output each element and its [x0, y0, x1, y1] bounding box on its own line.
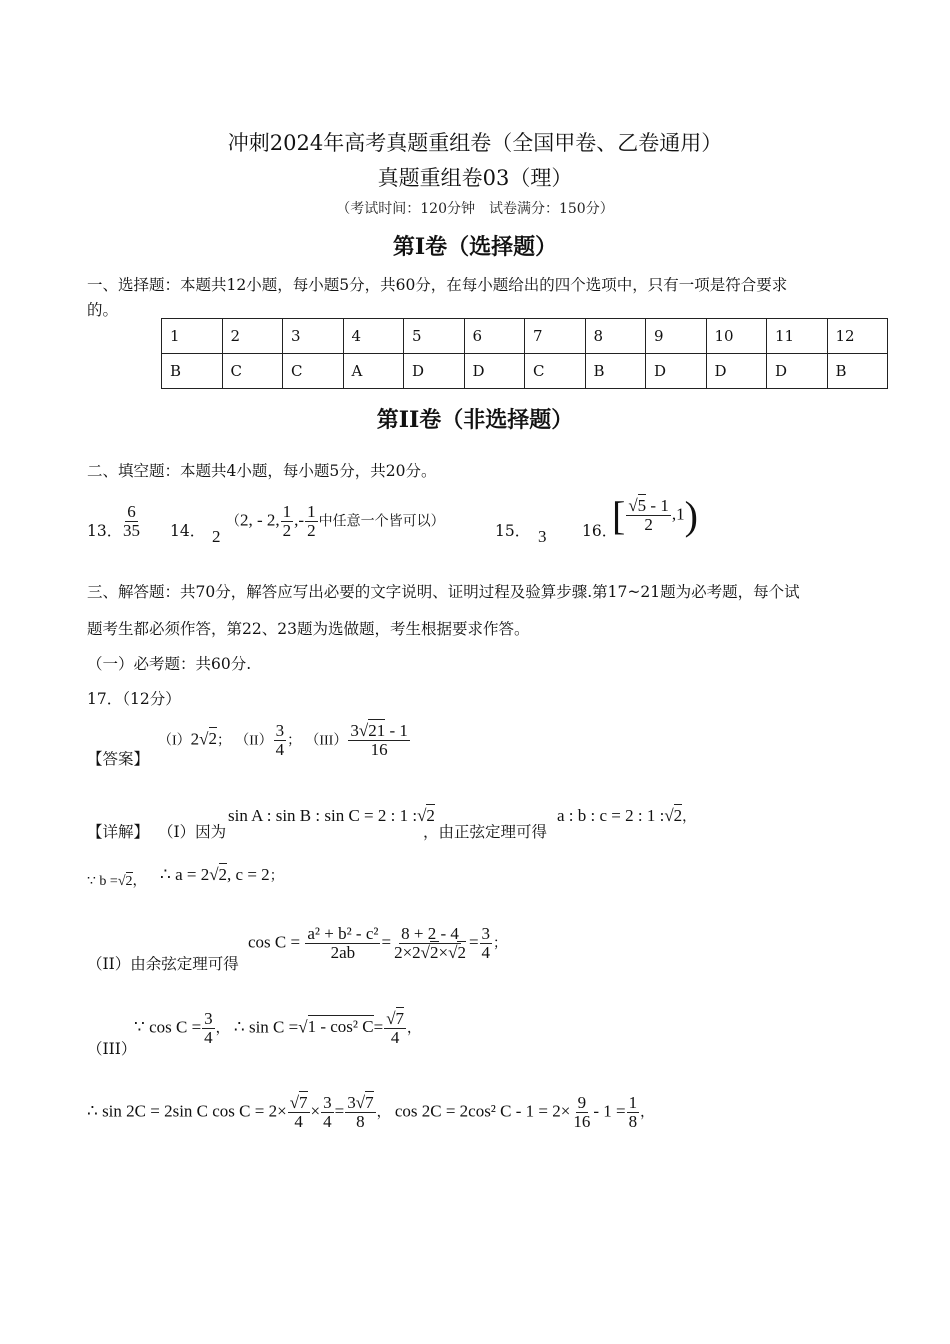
q17-label: 17．（12分） [87, 690, 181, 708]
table-cell: D [464, 354, 525, 389]
fill-in-instruction: 二、填空题：本题共4小题，每小题5分，共20分。 [87, 462, 437, 480]
detail-step2-therefore: ∴ a = 2√2, c = 2； [160, 865, 284, 884]
q13-label: 13． [87, 522, 123, 540]
table-cell: 10 [706, 319, 767, 354]
detail-step3-expr: cos C = $\frac{\text{a² + b² - c²}}{2ab}$ = $\frac{8 + 2 - 4}{2\times 2√2\times√2}$ = $\frac{3}{4}$ ； [248, 924, 508, 962]
mc-instruction-line1: 一、选择题：本题共12小题，每小题5分，共60分，在每小题给出的四个选项中，只有一项是符合要求 [87, 276, 788, 294]
table-cell: D [767, 354, 828, 389]
detail-step5-expr: ∴ sin 2C = 2sin C cos C = 2× $\frac{√7}{4}$ × $\frac{3}{4}$ = $\frac{3√7}{8}$ ， cos 2C = 2cos² C - 1 = 2× $\frac{9}{16}$ - 1 = $\frac{1}{8}$ ， [87, 1093, 655, 1131]
detail-step1-expr: sin A : sin B : sin C = 2 : 1 :√2 [228, 806, 435, 825]
q16-label: 16． [582, 522, 618, 540]
document-title: 冲刺2024年高考真题重组卷（全国甲卷、乙卷通用） [227, 131, 723, 155]
table-cell: 12 [827, 319, 888, 354]
table-cell: 1 [162, 319, 223, 354]
table-cell: B [162, 354, 223, 389]
answer-table-answer-row [162, 354, 888, 389]
part1-heading: 第I卷（选择题） [392, 234, 558, 260]
table-cell: 9 [646, 319, 707, 354]
q14-answer: 2 [212, 527, 221, 546]
table-cell: C [525, 354, 586, 389]
table-cell: C [283, 354, 344, 389]
detail-step2-because: ∵ b =√2， [87, 874, 147, 889]
table-cell: 2 [222, 319, 283, 354]
q16-answer: [ $\frac{√5 - 1}{2}$ ,1) [612, 493, 698, 538]
detail-step3-text: （II）由余弦定理可得 [87, 955, 239, 973]
q17-answers: （I）2√2； （II） $\frac{3}{4}$ ； （III） $\frac{3√21 - 1}{16}$ [158, 721, 408, 759]
solve-instruction-line1: 三、解答题：共70分，解答应写出必要的文字说明、证明过程及验算步骤.第17~21题为必考题，每个试 [87, 583, 800, 601]
answer-label: 【答案】 [87, 750, 150, 768]
table-cell: A [343, 354, 404, 389]
mc-instruction-line2: 的。 [87, 301, 119, 319]
table-cell: 7 [525, 319, 586, 354]
detail-step1-mid: ，由正弦定理可得 [423, 823, 548, 841]
q13-answer: $\frac{6}{35}$ [123, 502, 140, 540]
detail-step4-text: （III） [87, 1040, 137, 1058]
detail-step1-expr2: a : b : c = 2 : 1 :√2， [557, 806, 697, 825]
answer-table [161, 318, 888, 389]
table-cell: B [827, 354, 888, 389]
q14-label: 14． [170, 522, 206, 540]
required-section-label: （一）必考题：共60分. [87, 655, 252, 673]
q15-label: 15． [495, 522, 531, 540]
table-cell: D [706, 354, 767, 389]
table-cell: 6 [464, 319, 525, 354]
table-cell: D [646, 354, 707, 389]
solve-instruction-line2: 题考生都必须作答，第22、23题为选做题，考生根据要求作答。 [87, 620, 530, 638]
table-cell: 5 [404, 319, 465, 354]
table-cell: C [222, 354, 283, 389]
exam-info: （考试时间：120分钟 试卷满分：150分） [336, 201, 614, 217]
answer-table-number-row [162, 319, 888, 354]
document-subtitle: 真题重组卷03（理） [377, 166, 573, 190]
q14-alternatives: （2, - 2, $\frac{1}{2}$ ,- $\frac{1}{2}$ 中任意一个皆可以） [226, 502, 445, 540]
table-cell: 11 [767, 319, 828, 354]
table-cell: 3 [283, 319, 344, 354]
detail-label: 【详解】 [87, 823, 150, 841]
table-cell: 4 [343, 319, 404, 354]
q15-answer: 3 [538, 527, 547, 546]
table-cell: B [585, 354, 646, 389]
detail-step4-expr: ∵ cos C = $\frac{3}{4}$ ， ∴ sin C =√1 - cos² C= $\frac{√7}{4}$ ， [134, 1009, 422, 1047]
detail-step1-text: （I）因为 [158, 823, 227, 841]
table-cell: 8 [585, 319, 646, 354]
part2-heading: 第II卷（非选择题） [376, 407, 574, 433]
table-cell: D [404, 354, 465, 389]
